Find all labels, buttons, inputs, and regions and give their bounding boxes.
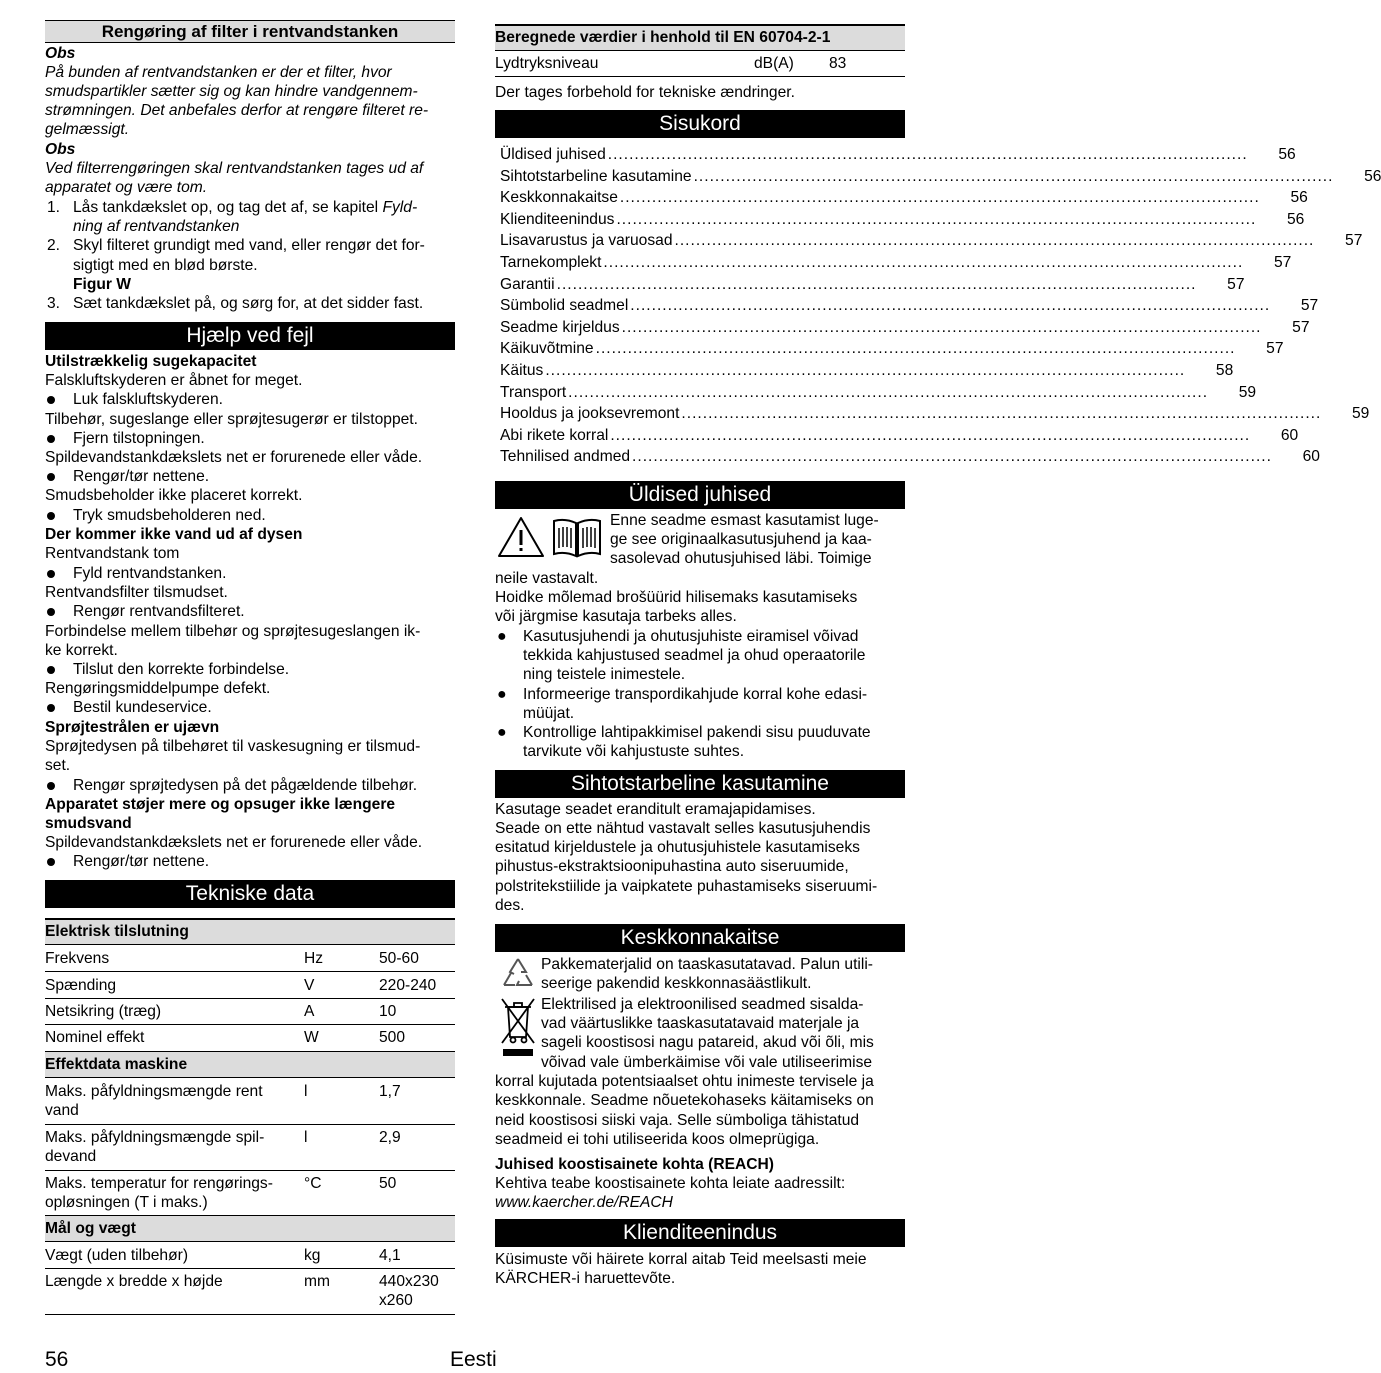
table-cell: x260 (379, 1292, 413, 1309)
fault-remedy: Rengør/tør nettene. (73, 468, 210, 485)
use-text-line: pihustus-ekstraktsioonipuhastina auto siseruumide, (495, 858, 849, 875)
general-text-line: või järgmise kasutaja tarbeks alles. (495, 608, 737, 625)
fault-cause: Smudsbeholder ikke placeret korrekt. (45, 487, 303, 504)
toc-dot-leader: ........................................................................................................................ (619, 189, 1260, 207)
env-text-line: sageli koostisosi nagu patareid, akud või õli, mis (541, 1034, 874, 1051)
figure-reference: Figur W (73, 276, 132, 293)
toc-entry-page: 60 (1302, 448, 1320, 466)
bullet-icon (47, 666, 55, 674)
toc-entry[interactable] (500, 167, 1381, 186)
toc-entry[interactable] (500, 145, 1296, 164)
table-group-label: Beregnede værdier i henhold til EN 60704-2-1 (495, 29, 831, 46)
fault-cause: set. (45, 757, 71, 774)
bullet-icon (47, 512, 55, 520)
toc-entry-page: 58 (1215, 362, 1234, 379)
use-text-line: polstritekstiilide ja vaipkatete puhastamiseks siseruumi- (495, 878, 878, 895)
fault-cause: Falskluftskyderen er åbnet for meget. (45, 372, 303, 389)
toc-entry-label: Käitus (500, 362, 544, 379)
table-group-label: Effektdata maskine (45, 1056, 188, 1073)
toc-entry[interactable] (500, 296, 1319, 315)
table-cell: 4,1 (379, 1247, 401, 1264)
env-text-line: vad väärtuslikke taaskasutatavaid materjale ja (541, 1015, 860, 1032)
table-cell: Maks. påfyldningsmængde rent (45, 1083, 263, 1100)
environment-heading: Keskkonnakaitse (495, 924, 905, 952)
toc-entry-label: Tarnekomplekt (500, 254, 602, 271)
use-text-line: esitatud kirjeldustele ja ohutusjuhistele kasutamiseks (495, 839, 860, 856)
table-group-label: Mål og vægt (45, 1220, 136, 1237)
toc-entry[interactable] (500, 210, 1305, 229)
fault-remedy: Luk falskluftskyderen. (73, 391, 223, 408)
toc-entry-label: Abi rikete korral (500, 426, 609, 444)
toc-entry-page: 57 (1292, 318, 1310, 336)
fault-cause: Tilbehør, sugeslange eller sprøjtesugerør er tilstoppet. (45, 411, 418, 428)
service-text-line: Küsimuste või häirete korral aitab Teid meelsasti meie (495, 1251, 867, 1268)
toc-entry[interactable] (500, 404, 1370, 423)
toc-entry-page: 57 (1266, 340, 1284, 358)
filter-section-heading: Rengøring af filter i rentvandstanken (45, 20, 455, 43)
bullet-icon: ● (497, 686, 507, 703)
toc-entry-page: 56 (1287, 210, 1305, 228)
toc-dot-leader: ........................................................................................................................ (630, 297, 1271, 315)
step-text: sigtigt med en blød børste. (73, 257, 258, 274)
bullet-icon: ● (497, 724, 507, 741)
toc-entry[interactable] (500, 447, 1320, 466)
toc-entry-label: Käikuvõtmine (500, 340, 594, 358)
toc-dot-leader: ........................................................................................................................ (568, 383, 1209, 401)
fault-remedy: Tryk smudsbeholderen ned. (73, 507, 266, 524)
warning-icon (497, 516, 545, 558)
step-number: 2. (47, 237, 61, 254)
toc-entry-label: Sümbolid seadmel (500, 297, 629, 315)
note-text-line: Ved filterrengøringen skal rentvandstanken tages ud af (45, 160, 424, 177)
table-cell: Spænding (45, 977, 117, 994)
weee-bin-icon (499, 995, 537, 1057)
reservation-note: Der tages forbehold for tekniske ændringer. (495, 84, 795, 101)
general-bullet-text: Kasutusjuhendi ja ohutusjuhiste eiramisel võivad (523, 628, 859, 645)
fault-title: Utilstrækkelig sugekapacitet (45, 353, 257, 370)
toc-dot-leader: ........................................................................................................................ (595, 340, 1236, 358)
table-group-label: Elektrisk tilslutning (45, 923, 189, 940)
table-cell: Vægt (uden tilbehør) (45, 1247, 189, 1264)
toc-entry[interactable] (500, 231, 1363, 250)
toc-entry-page: 57 (1345, 232, 1363, 250)
bullet-icon (47, 570, 55, 578)
troubleshooting-heading: Hjælp ved fejl (45, 322, 455, 350)
fault-remedy: Bestil kundeservice. (73, 699, 212, 716)
bullet-icon (47, 473, 55, 481)
fault-cause: Forbindelse mellem tilbehør og sprøjtesugeslangen ik- (45, 623, 421, 640)
fault-remedy: Fjern tilstopningen. (73, 430, 205, 447)
fault-remedy: Fyld rentvandstanken. (73, 565, 227, 582)
table-cell: Maks. påfyldningsmængde spil- (45, 1129, 265, 1146)
toc-entry[interactable] (500, 361, 1234, 380)
table-cell: Frekvens (45, 950, 110, 967)
table-cell: 83 (829, 55, 847, 72)
toc-dot-leader: ........................................................................................................................ (545, 362, 1186, 379)
general-bullet-text: tekkida kahjustused seadmel ja ohud operaatorile (523, 647, 866, 664)
toc-dot-leader: ........................................................................................................................ (621, 318, 1262, 336)
table-cell: A (304, 1003, 315, 1020)
table-cell: 440x230 (379, 1273, 439, 1290)
toc-entry-page: 57 (1273, 254, 1292, 271)
toc-entry-label: Klienditeenindus (500, 210, 615, 228)
general-heading: Üldised juhised (495, 481, 905, 509)
table-cell: W (304, 1029, 319, 1046)
env-text-line: neid koostisosi siiski vaja. Selle sümboliga tähistatud (495, 1112, 860, 1129)
table-cell: 50-60 (379, 950, 419, 967)
use-text-line: Seade on ette nähtud vastavalt selles kasutusjuhendis (495, 820, 871, 837)
table-cell: kg (304, 1247, 321, 1264)
toc-dot-leader: ........................................................................................................................ (681, 405, 1322, 423)
toc-entry-label: Üldised juhised (500, 146, 606, 163)
fault-cause: Spildevandstankdækslets net er forurenede eller våde. (45, 834, 423, 851)
step-text: Lås tankdækslet op, og tag det af, se kapitel Fyld- (73, 199, 418, 216)
toc-dot-leader: ........................................................................................................................ (607, 146, 1248, 163)
fault-remedy: Rengør/tør nettene. (73, 853, 210, 870)
table-cell: vand (45, 1102, 79, 1119)
toc-entry-page: 59 (1238, 383, 1257, 401)
step-number: 1. (47, 199, 61, 216)
fault-title: Der kommer ikke vand ud af dysen (45, 526, 303, 543)
general-bullet-text: ning teistele inimestele. (523, 666, 686, 683)
table-cell: Lydtryksniveau (495, 55, 599, 72)
bullet-icon (47, 608, 55, 616)
fault-cause: Spildevandstankdækslets net er forurenede eller våde. (45, 449, 423, 466)
toc-dot-leader: ........................................................................................................................ (674, 232, 1315, 250)
note-text-line: gelmæssigt. (45, 121, 130, 138)
env-text-line: Pakkematerjalid on taaskasutatavad. Palun utili- (541, 956, 873, 973)
fault-cause: Rentvandsfilter tilsmudset. (45, 584, 228, 601)
toc-entry[interactable] (500, 253, 1292, 272)
table-cell: l (304, 1129, 308, 1146)
step-text: ning af rentvandstanken (73, 218, 240, 235)
fault-title: Sprøjtestrålen er ujævn (45, 719, 220, 736)
table-cell: Længde x bredde x højde (45, 1273, 223, 1290)
fault-cause: Sprøjtedysen på tilbehøret til vaskesugning er tilsmud- (45, 738, 421, 755)
table-cell: 10 (379, 1003, 397, 1020)
toc-entry-label: Transport (500, 383, 567, 401)
toc-dot-leader: ........................................................................................................................ (556, 275, 1197, 293)
toc-entry-page: 57 (1227, 275, 1245, 293)
toc-heading: Sisukord (495, 110, 905, 138)
fault-cause: Rengøringsmiddelpumpe defekt. (45, 680, 271, 697)
tech-data-heading: Tekniske data (45, 880, 455, 908)
toc-entry-label: Hooldus ja jooksevremont (500, 405, 680, 423)
toc-entry-page: 56 (1364, 167, 1381, 185)
reach-link[interactable]: www.kaercher.de/REACH (495, 1194, 673, 1211)
toc-entry[interactable] (500, 318, 1310, 337)
general-text-line: Enne seadme esmast kasutamist luge- (610, 512, 879, 529)
general-text-line: ge see originaalkasutusjuhend ja kaa- (610, 531, 872, 548)
general-bullet-text: tarvikute või kahjustuste suhtes. (523, 743, 745, 760)
toc-entry[interactable] (500, 426, 1299, 445)
note-label: Obs (45, 45, 76, 62)
table-cell: V (304, 977, 315, 994)
table-cell: l (304, 1083, 308, 1100)
reach-text-line: Kehtiva teabe koostisainete kohta leiate aadressilt: (495, 1175, 846, 1192)
footer-language: Eesti (450, 1348, 497, 1371)
toc-entry-page: 59 (1351, 405, 1370, 423)
toc-dot-leader: ........................................................................................................................ (616, 210, 1257, 228)
toc-dot-leader: ........................................................................................................................ (693, 167, 1334, 185)
table-cell: Maks. temperatur for rengørings- (45, 1175, 273, 1192)
table-cell: 1,7 (379, 1083, 401, 1100)
env-text-line: seerige pakendid keskkonnasäästlikult. (541, 975, 812, 992)
note-text-line: apparatet og være tom. (45, 179, 208, 196)
toc-entry-page: 56 (1278, 146, 1296, 163)
bullet-icon (47, 396, 55, 404)
bullet-icon (47, 704, 55, 712)
toc-entry[interactable] (500, 188, 1308, 207)
toc-entry[interactable] (500, 339, 1284, 358)
step-text: Sæt tankdækslet på, og sørg for, at det sidder fast. (73, 295, 424, 312)
use-text-line: des. (495, 897, 525, 914)
toc-dot-leader: ........................................................................................................................ (603, 254, 1244, 271)
toc-entry-label: Lisavarustus ja varuosad (500, 232, 673, 250)
note-text-line: smudspartikler sætter sig og kan hindre vandgennem- (45, 83, 418, 100)
intended-use-heading: Sihtotstarbeline kasutamine (495, 770, 905, 798)
fault-cause: Rentvandstank tom (45, 545, 180, 562)
table-cell: 50 (379, 1175, 397, 1192)
step-text: Skyl filteret grundigt med vand, eller rengør det for- (73, 237, 425, 254)
customer-service-heading: Klienditeenindus (495, 1219, 905, 1247)
bullet-icon (47, 858, 55, 866)
toc-entry-page: 60 (1280, 426, 1299, 444)
table-cell: 500 (379, 1029, 406, 1046)
table-cell: opløsningen (T i maks.) (45, 1194, 208, 1211)
env-text-line: korral kujutada potentsiaalset ohtu inimeste tervisele ja (495, 1073, 874, 1090)
env-text-line: võivad vale ümberkäimise või vale utiliseerimise (541, 1054, 873, 1071)
table-cell: mm (304, 1273, 330, 1290)
step-number: 3. (47, 295, 61, 312)
fault-cause: ke korrekt. (45, 642, 118, 659)
table-cell: Netsikring (træg) (45, 1003, 162, 1020)
use-text-line: Kasutage seadet eranditult eramajapidamises. (495, 801, 816, 818)
bullet-icon: ● (497, 628, 507, 645)
recycling-icon (499, 955, 537, 993)
table-cell: devand (45, 1148, 97, 1165)
note-text-line: strømningen. Det anbefales derfor at rengøre filteret re- (45, 102, 429, 119)
toc-dot-leader: ........................................................................................................................ (610, 426, 1251, 444)
fault-remedy: Rengør rentvandsfilteret. (73, 603, 245, 620)
fault-title: smudsvand (45, 815, 132, 832)
table-cell: Hz (304, 950, 324, 967)
toc-entry[interactable] (500, 383, 1257, 402)
note-label: Obs (45, 141, 76, 158)
general-bullet-text: müüjat. (523, 705, 575, 722)
toc-dot-leader: ........................................................................................................................ (632, 448, 1272, 466)
fault-remedy: Tilslut den korrekte forbindelse. (73, 661, 290, 678)
service-text-line: KÄRCHER-i haruettevõte. (495, 1270, 676, 1287)
general-bullet-text: Kontrollige lahtipakkimisel pakendi sisu puuduvate (523, 724, 871, 741)
table-cell: 2,9 (379, 1129, 401, 1146)
toc-entry[interactable] (500, 275, 1245, 294)
general-text-line: neile vastavalt. (495, 570, 599, 587)
general-text-line: sasolevad ohutusjuhised läbi. Toimige (610, 550, 872, 567)
toc-entry-page: 57 (1300, 297, 1319, 315)
note-text-line: På bunden af rentvandstanken er der et filter, hvor (45, 64, 392, 81)
toc-entry-label: Keskkonnakaitse (500, 189, 618, 207)
general-bullet-text: Informeerige transpordikahjude korral kohe edasi- (523, 686, 868, 703)
general-text-line: Hoidke mõlemad brošüürid hilisemaks kasutamiseks (495, 589, 858, 606)
toc-entry-label: Sihtotstarbeline kasutamine (500, 167, 692, 185)
toc-entry-page: 56 (1290, 189, 1308, 207)
page-number: 56 (45, 1348, 69, 1371)
table-cell: °C (304, 1175, 322, 1192)
table-cell: 220-240 (379, 977, 437, 994)
env-text-line: keskkonnale. Seadme nõuetekohaseks käitamiseks on (495, 1092, 874, 1109)
bullet-icon (47, 782, 55, 790)
fault-remedy: Rengør sprøjtedysen på det pågældende tilbehør. (73, 777, 418, 794)
reach-heading: Juhised koostisainete kohta (REACH) (495, 1156, 775, 1173)
table-cell: dB(A) (754, 55, 794, 72)
toc-entry-label: Seadme kirjeldus (500, 318, 620, 336)
env-text-line: Elektrilised ja elektroonilised seadmed sisalda- (541, 996, 864, 1013)
manual-book-icon (551, 516, 603, 558)
toc-entry-label: Tehnilised andmed (500, 448, 631, 466)
bullet-icon (47, 435, 55, 443)
toc-entry-label: Garantii (500, 275, 555, 293)
table-cell: Nominel effekt (45, 1029, 145, 1046)
fault-title: Apparatet støjer mere og opsuger ikke længere (45, 796, 396, 813)
env-text-line: seadmeid ei tohi utiliseerida koos olmeprügiga. (495, 1131, 820, 1148)
